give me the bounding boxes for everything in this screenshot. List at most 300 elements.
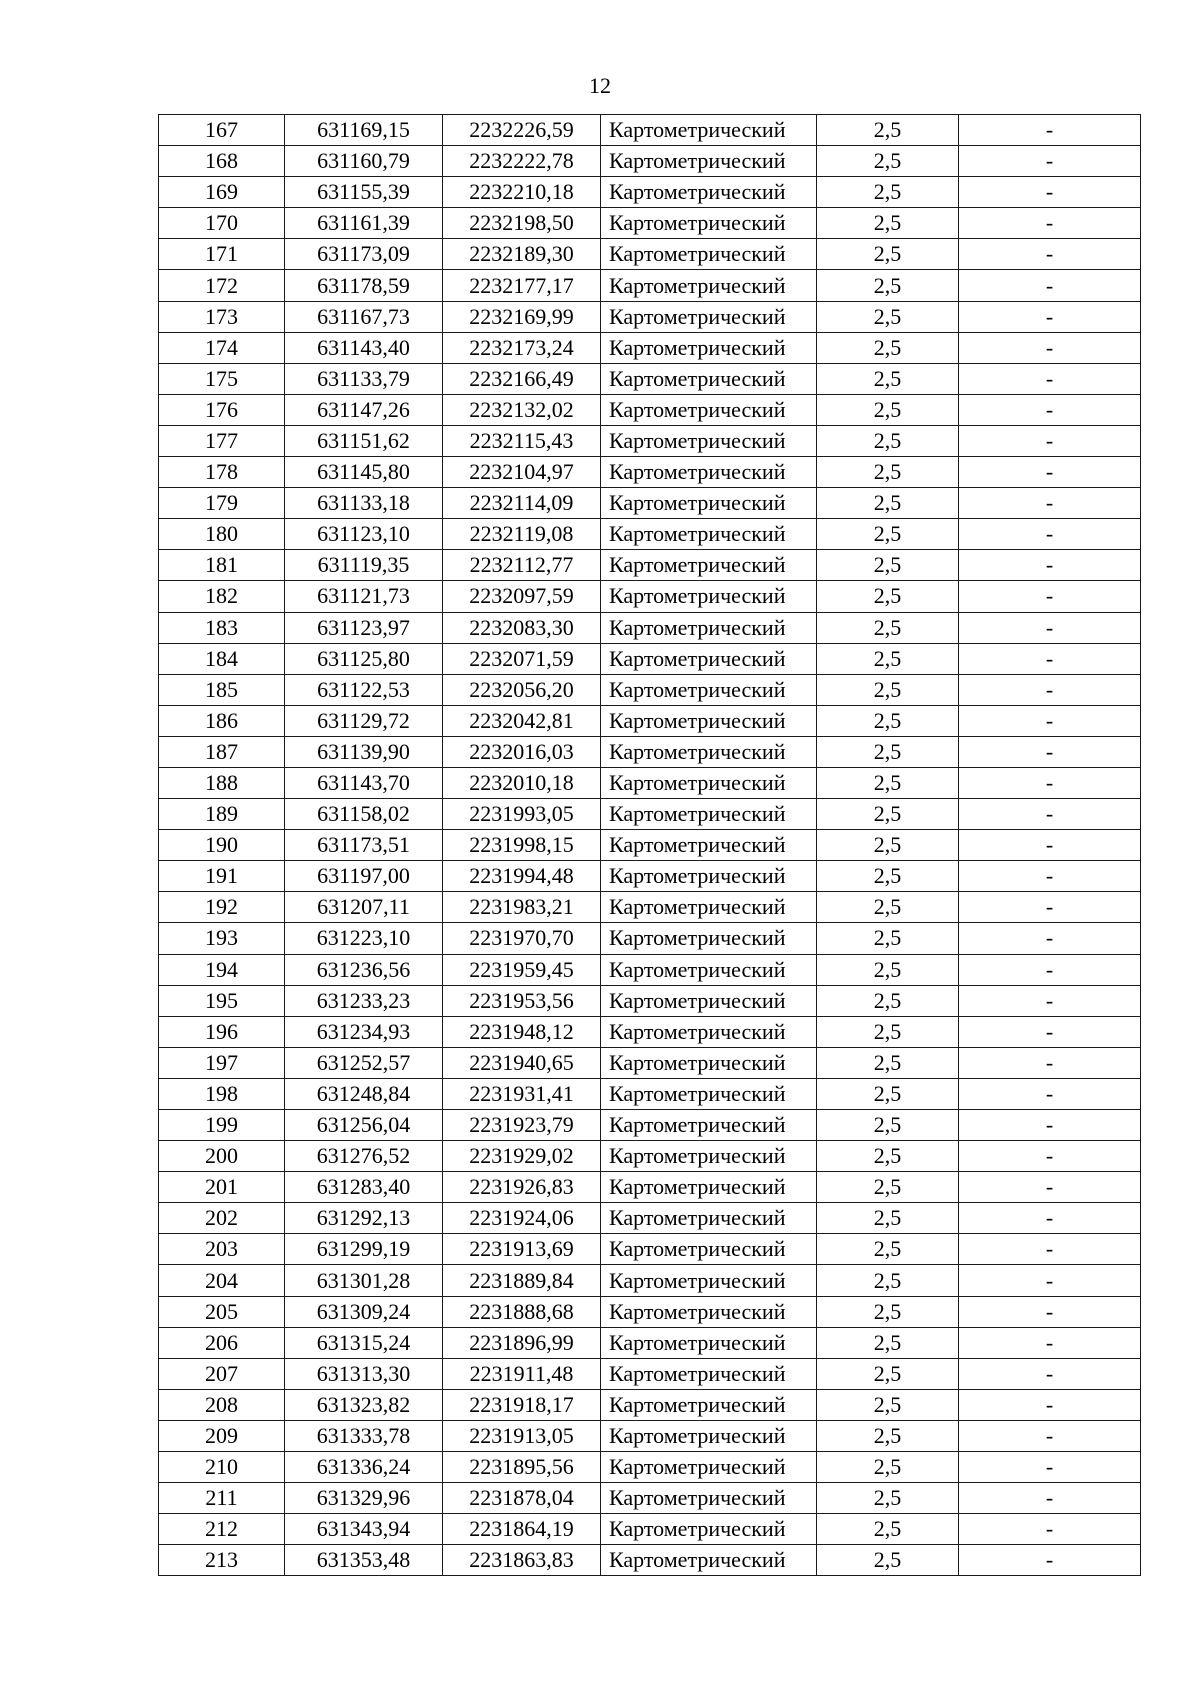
point-number-cell: 209 bbox=[159, 1420, 285, 1451]
point-number-cell: 207 bbox=[159, 1358, 285, 1389]
y-coordinate-cell: 2231896,99 bbox=[443, 1327, 601, 1358]
accuracy-cell: 2,5 bbox=[817, 1483, 959, 1514]
note-cell: - bbox=[959, 425, 1141, 456]
note-cell: - bbox=[959, 767, 1141, 798]
table-row bbox=[159, 457, 1141, 488]
note-cell: - bbox=[959, 1358, 1141, 1389]
method-cell: Картометрический bbox=[601, 1110, 817, 1141]
note-cell: - bbox=[959, 1203, 1141, 1234]
point-number-cell: 198 bbox=[159, 1078, 285, 1109]
accuracy-cell: 2,5 bbox=[817, 1172, 959, 1203]
note-cell: - bbox=[959, 394, 1141, 425]
table-row bbox=[159, 1265, 1141, 1296]
accuracy-cell: 2,5 bbox=[817, 736, 959, 767]
note-cell: - bbox=[959, 488, 1141, 519]
note-cell: - bbox=[959, 519, 1141, 550]
x-coordinate-cell: 631256,04 bbox=[285, 1110, 443, 1141]
method-cell: Картометрический bbox=[601, 830, 817, 861]
table-row bbox=[159, 115, 1141, 146]
note-cell: - bbox=[959, 1016, 1141, 1047]
accuracy-cell: 2,5 bbox=[817, 1047, 959, 1078]
y-coordinate-cell: 2231959,45 bbox=[443, 954, 601, 985]
method-cell: Картометрический bbox=[601, 425, 817, 456]
accuracy-cell: 2,5 bbox=[817, 177, 959, 208]
y-coordinate-cell: 2231911,48 bbox=[443, 1358, 601, 1389]
point-number-cell: 179 bbox=[159, 488, 285, 519]
point-number-cell: 186 bbox=[159, 705, 285, 736]
y-coordinate-cell: 2231994,48 bbox=[443, 861, 601, 892]
method-cell: Картометрический bbox=[601, 1452, 817, 1483]
method-cell: Картометрический bbox=[601, 1047, 817, 1078]
table-row bbox=[159, 208, 1141, 239]
accuracy-cell: 2,5 bbox=[817, 1420, 959, 1451]
method-cell: Картометрический bbox=[601, 208, 817, 239]
y-coordinate-cell: 2232119,08 bbox=[443, 519, 601, 550]
y-coordinate-cell: 2232114,09 bbox=[443, 488, 601, 519]
accuracy-cell: 2,5 bbox=[817, 861, 959, 892]
table-row bbox=[159, 954, 1141, 985]
accuracy-cell: 2,5 bbox=[817, 1545, 959, 1576]
note-cell: - bbox=[959, 923, 1141, 954]
accuracy-cell: 2,5 bbox=[817, 767, 959, 798]
y-coordinate-cell: 2231923,79 bbox=[443, 1110, 601, 1141]
point-number-cell: 170 bbox=[159, 208, 285, 239]
note-cell: - bbox=[959, 705, 1141, 736]
y-coordinate-cell: 2231924,06 bbox=[443, 1203, 601, 1234]
x-coordinate-cell: 631236,56 bbox=[285, 954, 443, 985]
x-coordinate-cell: 631252,57 bbox=[285, 1047, 443, 1078]
y-coordinate-cell: 2231878,04 bbox=[443, 1483, 601, 1514]
method-cell: Картометрический bbox=[601, 457, 817, 488]
accuracy-cell: 2,5 bbox=[817, 115, 959, 146]
accuracy-cell: 2,5 bbox=[817, 239, 959, 270]
table-row bbox=[159, 830, 1141, 861]
x-coordinate-cell: 631178,59 bbox=[285, 270, 443, 301]
note-cell: - bbox=[959, 674, 1141, 705]
y-coordinate-cell: 2232226,59 bbox=[443, 115, 601, 146]
x-coordinate-cell: 631122,53 bbox=[285, 674, 443, 705]
x-coordinate-cell: 631129,72 bbox=[285, 705, 443, 736]
x-coordinate-cell: 631315,24 bbox=[285, 1327, 443, 1358]
note-cell: - bbox=[959, 363, 1141, 394]
y-coordinate-cell: 2232189,30 bbox=[443, 239, 601, 270]
note-cell: - bbox=[959, 830, 1141, 861]
table-row bbox=[159, 1172, 1141, 1203]
method-cell: Картометрический bbox=[601, 674, 817, 705]
table-row bbox=[159, 488, 1141, 519]
y-coordinate-cell: 2232132,02 bbox=[443, 394, 601, 425]
accuracy-cell: 2,5 bbox=[817, 488, 959, 519]
point-number-cell: 180 bbox=[159, 519, 285, 550]
accuracy-cell: 2,5 bbox=[817, 830, 959, 861]
table-row bbox=[159, 177, 1141, 208]
note-cell: - bbox=[959, 332, 1141, 363]
note-cell: - bbox=[959, 1296, 1141, 1327]
point-number-cell: 169 bbox=[159, 177, 285, 208]
point-number-cell: 213 bbox=[159, 1545, 285, 1576]
note-cell: - bbox=[959, 736, 1141, 767]
y-coordinate-cell: 2232097,59 bbox=[443, 581, 601, 612]
x-coordinate-cell: 631160,79 bbox=[285, 146, 443, 177]
note-cell: - bbox=[959, 861, 1141, 892]
y-coordinate-cell: 2232198,50 bbox=[443, 208, 601, 239]
x-coordinate-cell: 631353,48 bbox=[285, 1545, 443, 1576]
x-coordinate-cell: 631276,52 bbox=[285, 1141, 443, 1172]
x-coordinate-cell: 631173,09 bbox=[285, 239, 443, 270]
method-cell: Картометрический bbox=[601, 923, 817, 954]
note-cell: - bbox=[959, 1234, 1141, 1265]
y-coordinate-cell: 2231993,05 bbox=[443, 799, 601, 830]
table-row bbox=[159, 1296, 1141, 1327]
accuracy-cell: 2,5 bbox=[817, 301, 959, 332]
method-cell: Картометрический bbox=[601, 519, 817, 550]
table-row bbox=[159, 1016, 1141, 1047]
accuracy-cell: 2,5 bbox=[817, 1296, 959, 1327]
x-coordinate-cell: 631299,19 bbox=[285, 1234, 443, 1265]
point-number-cell: 190 bbox=[159, 830, 285, 861]
y-coordinate-cell: 2232169,99 bbox=[443, 301, 601, 332]
note-cell: - bbox=[959, 581, 1141, 612]
point-number-cell: 188 bbox=[159, 767, 285, 798]
point-number-cell: 196 bbox=[159, 1016, 285, 1047]
x-coordinate-cell: 631283,40 bbox=[285, 1172, 443, 1203]
accuracy-cell: 2,5 bbox=[817, 270, 959, 301]
x-coordinate-cell: 631234,93 bbox=[285, 1016, 443, 1047]
point-number-cell: 172 bbox=[159, 270, 285, 301]
method-cell: Картометрический bbox=[601, 1514, 817, 1545]
y-coordinate-cell: 2232210,18 bbox=[443, 177, 601, 208]
point-number-cell: 193 bbox=[159, 923, 285, 954]
table-row bbox=[159, 146, 1141, 177]
table-row bbox=[159, 1452, 1141, 1483]
table-row bbox=[159, 363, 1141, 394]
table-row bbox=[159, 1327, 1141, 1358]
method-cell: Картометрический bbox=[601, 332, 817, 363]
point-number-cell: 197 bbox=[159, 1047, 285, 1078]
accuracy-cell: 2,5 bbox=[817, 1452, 959, 1483]
x-coordinate-cell: 631329,96 bbox=[285, 1483, 443, 1514]
y-coordinate-cell: 2231918,17 bbox=[443, 1389, 601, 1420]
note-cell: - bbox=[959, 643, 1141, 674]
x-coordinate-cell: 631336,24 bbox=[285, 1452, 443, 1483]
note-cell: - bbox=[959, 612, 1141, 643]
y-coordinate-cell: 2231863,83 bbox=[443, 1545, 601, 1576]
accuracy-cell: 2,5 bbox=[817, 643, 959, 674]
note-cell: - bbox=[959, 1389, 1141, 1420]
page-number: 12 bbox=[589, 73, 611, 98]
note-cell: - bbox=[959, 1172, 1141, 1203]
note-cell: - bbox=[959, 146, 1141, 177]
y-coordinate-cell: 2231998,15 bbox=[443, 830, 601, 861]
point-number-cell: 191 bbox=[159, 861, 285, 892]
accuracy-cell: 2,5 bbox=[817, 923, 959, 954]
point-number-cell: 210 bbox=[159, 1452, 285, 1483]
accuracy-cell: 2,5 bbox=[817, 612, 959, 643]
accuracy-cell: 2,5 bbox=[817, 519, 959, 550]
point-number-cell: 183 bbox=[159, 612, 285, 643]
point-number-cell: 173 bbox=[159, 301, 285, 332]
y-coordinate-cell: 2231948,12 bbox=[443, 1016, 601, 1047]
x-coordinate-cell: 631119,35 bbox=[285, 550, 443, 581]
point-number-cell: 181 bbox=[159, 550, 285, 581]
x-coordinate-cell: 631123,10 bbox=[285, 519, 443, 550]
y-coordinate-cell: 2232115,43 bbox=[443, 425, 601, 456]
note-cell: - bbox=[959, 954, 1141, 985]
y-coordinate-cell: 2231895,56 bbox=[443, 1452, 601, 1483]
x-coordinate-cell: 631143,70 bbox=[285, 767, 443, 798]
table-row bbox=[159, 1141, 1141, 1172]
y-coordinate-cell: 2232104,97 bbox=[443, 457, 601, 488]
method-cell: Картометрический bbox=[601, 985, 817, 1016]
note-cell: - bbox=[959, 177, 1141, 208]
method-cell: Картометрический bbox=[601, 1358, 817, 1389]
y-coordinate-cell: 2232177,17 bbox=[443, 270, 601, 301]
note-cell: - bbox=[959, 1327, 1141, 1358]
x-coordinate-cell: 631333,78 bbox=[285, 1420, 443, 1451]
note-cell: - bbox=[959, 239, 1141, 270]
method-cell: Картометрический bbox=[601, 581, 817, 612]
y-coordinate-cell: 2231953,56 bbox=[443, 985, 601, 1016]
y-coordinate-cell: 2231983,21 bbox=[443, 892, 601, 923]
method-cell: Картометрический bbox=[601, 767, 817, 798]
x-coordinate-cell: 631309,24 bbox=[285, 1296, 443, 1327]
method-cell: Картометрический bbox=[601, 301, 817, 332]
x-coordinate-cell: 631143,40 bbox=[285, 332, 443, 363]
note-cell: - bbox=[959, 1420, 1141, 1451]
note-cell: - bbox=[959, 985, 1141, 1016]
method-cell: Картометрический bbox=[601, 705, 817, 736]
accuracy-cell: 2,5 bbox=[817, 1203, 959, 1234]
accuracy-cell: 2,5 bbox=[817, 954, 959, 985]
coordinates-table-body bbox=[159, 115, 1141, 1576]
y-coordinate-cell: 2232071,59 bbox=[443, 643, 601, 674]
method-cell: Картометрический bbox=[601, 1389, 817, 1420]
accuracy-cell: 2,5 bbox=[817, 1358, 959, 1389]
x-coordinate-cell: 631155,39 bbox=[285, 177, 443, 208]
note-cell: - bbox=[959, 1545, 1141, 1576]
point-number-cell: 185 bbox=[159, 674, 285, 705]
accuracy-cell: 2,5 bbox=[817, 394, 959, 425]
point-number-cell: 212 bbox=[159, 1514, 285, 1545]
table-row bbox=[159, 1078, 1141, 1109]
y-coordinate-cell: 2231888,68 bbox=[443, 1296, 601, 1327]
method-cell: Картометрический bbox=[601, 861, 817, 892]
table-row bbox=[159, 239, 1141, 270]
point-number-cell: 200 bbox=[159, 1141, 285, 1172]
point-number-cell: 176 bbox=[159, 394, 285, 425]
note-cell: - bbox=[959, 1265, 1141, 1296]
y-coordinate-cell: 2232166,49 bbox=[443, 363, 601, 394]
accuracy-cell: 2,5 bbox=[817, 363, 959, 394]
x-coordinate-cell: 631139,90 bbox=[285, 736, 443, 767]
x-coordinate-cell: 631167,73 bbox=[285, 301, 443, 332]
point-number-cell: 202 bbox=[159, 1203, 285, 1234]
note-cell: - bbox=[959, 208, 1141, 239]
accuracy-cell: 2,5 bbox=[817, 705, 959, 736]
accuracy-cell: 2,5 bbox=[817, 1016, 959, 1047]
method-cell: Картометрический bbox=[601, 363, 817, 394]
table-row bbox=[159, 1203, 1141, 1234]
note-cell: - bbox=[959, 1483, 1141, 1514]
x-coordinate-cell: 631151,62 bbox=[285, 425, 443, 456]
table-row bbox=[159, 1047, 1141, 1078]
table-row bbox=[159, 612, 1141, 643]
note-cell: - bbox=[959, 1141, 1141, 1172]
table-row bbox=[159, 674, 1141, 705]
note-cell: - bbox=[959, 1110, 1141, 1141]
table-row bbox=[159, 923, 1141, 954]
y-coordinate-cell: 2231970,70 bbox=[443, 923, 601, 954]
method-cell: Картометрический bbox=[601, 612, 817, 643]
point-number-cell: 194 bbox=[159, 954, 285, 985]
y-coordinate-cell: 2231931,41 bbox=[443, 1078, 601, 1109]
accuracy-cell: 2,5 bbox=[817, 550, 959, 581]
point-number-cell: 199 bbox=[159, 1110, 285, 1141]
x-coordinate-cell: 631323,82 bbox=[285, 1389, 443, 1420]
point-number-cell: 205 bbox=[159, 1296, 285, 1327]
accuracy-cell: 2,5 bbox=[817, 332, 959, 363]
x-coordinate-cell: 631145,80 bbox=[285, 457, 443, 488]
table-row bbox=[159, 1420, 1141, 1451]
accuracy-cell: 2,5 bbox=[817, 1078, 959, 1109]
y-coordinate-cell: 2231913,69 bbox=[443, 1234, 601, 1265]
x-coordinate-cell: 631133,18 bbox=[285, 488, 443, 519]
y-coordinate-cell: 2231929,02 bbox=[443, 1141, 601, 1172]
note-cell: - bbox=[959, 1078, 1141, 1109]
note-cell: - bbox=[959, 115, 1141, 146]
method-cell: Картометрический bbox=[601, 1078, 817, 1109]
method-cell: Картометрический bbox=[601, 1172, 817, 1203]
table-row bbox=[159, 799, 1141, 830]
x-coordinate-cell: 631248,84 bbox=[285, 1078, 443, 1109]
method-cell: Картометрический bbox=[601, 1327, 817, 1358]
method-cell: Картометрический bbox=[601, 488, 817, 519]
table-row bbox=[159, 985, 1141, 1016]
table-row bbox=[159, 1514, 1141, 1545]
method-cell: Картометрический bbox=[601, 736, 817, 767]
y-coordinate-cell: 2232016,03 bbox=[443, 736, 601, 767]
accuracy-cell: 2,5 bbox=[817, 1327, 959, 1358]
method-cell: Картометрический bbox=[601, 270, 817, 301]
point-number-cell: 208 bbox=[159, 1389, 285, 1420]
method-cell: Картометрический bbox=[601, 1265, 817, 1296]
y-coordinate-cell: 2231913,05 bbox=[443, 1420, 601, 1451]
y-coordinate-cell: 2232010,18 bbox=[443, 767, 601, 798]
method-cell: Картометрический bbox=[601, 1296, 817, 1327]
y-coordinate-cell: 2231940,65 bbox=[443, 1047, 601, 1078]
x-coordinate-cell: 631173,51 bbox=[285, 830, 443, 861]
method-cell: Картометрический bbox=[601, 1141, 817, 1172]
x-coordinate-cell: 631133,79 bbox=[285, 363, 443, 394]
accuracy-cell: 2,5 bbox=[817, 1514, 959, 1545]
point-number-cell: 195 bbox=[159, 985, 285, 1016]
x-coordinate-cell: 631125,80 bbox=[285, 643, 443, 674]
y-coordinate-cell: 2232222,78 bbox=[443, 146, 601, 177]
point-number-cell: 211 bbox=[159, 1483, 285, 1514]
point-number-cell: 192 bbox=[159, 892, 285, 923]
point-number-cell: 203 bbox=[159, 1234, 285, 1265]
note-cell: - bbox=[959, 270, 1141, 301]
method-cell: Картометрический bbox=[601, 892, 817, 923]
table-row bbox=[159, 1110, 1141, 1141]
table-row bbox=[159, 1545, 1141, 1576]
accuracy-cell: 2,5 bbox=[817, 1110, 959, 1141]
point-number-cell: 174 bbox=[159, 332, 285, 363]
table-row bbox=[159, 1483, 1141, 1514]
table-row bbox=[159, 550, 1141, 581]
method-cell: Картометрический bbox=[601, 177, 817, 208]
accuracy-cell: 2,5 bbox=[817, 425, 959, 456]
point-number-cell: 184 bbox=[159, 643, 285, 674]
table-row bbox=[159, 581, 1141, 612]
y-coordinate-cell: 2232042,81 bbox=[443, 705, 601, 736]
method-cell: Картометрический bbox=[601, 1234, 817, 1265]
x-coordinate-cell: 631223,10 bbox=[285, 923, 443, 954]
method-cell: Картометрический bbox=[601, 239, 817, 270]
point-number-cell: 168 bbox=[159, 146, 285, 177]
accuracy-cell: 2,5 bbox=[817, 1389, 959, 1420]
y-coordinate-cell: 2231864,19 bbox=[443, 1514, 601, 1545]
x-coordinate-cell: 631121,73 bbox=[285, 581, 443, 612]
table-row bbox=[159, 425, 1141, 456]
x-coordinate-cell: 631158,02 bbox=[285, 799, 443, 830]
note-cell: - bbox=[959, 1047, 1141, 1078]
table-row bbox=[159, 301, 1141, 332]
method-cell: Картометрический bbox=[601, 799, 817, 830]
point-number-cell: 178 bbox=[159, 457, 285, 488]
table-row bbox=[159, 332, 1141, 363]
x-coordinate-cell: 631313,30 bbox=[285, 1358, 443, 1389]
method-cell: Картометрический bbox=[601, 1483, 817, 1514]
x-coordinate-cell: 631207,11 bbox=[285, 892, 443, 923]
table-row bbox=[159, 519, 1141, 550]
point-number-cell: 177 bbox=[159, 425, 285, 456]
method-cell: Картометрический bbox=[601, 394, 817, 425]
point-number-cell: 204 bbox=[159, 1265, 285, 1296]
table-row bbox=[159, 1358, 1141, 1389]
y-coordinate-cell: 2232083,30 bbox=[443, 612, 601, 643]
accuracy-cell: 2,5 bbox=[817, 581, 959, 612]
accuracy-cell: 2,5 bbox=[817, 457, 959, 488]
method-cell: Картометрический bbox=[601, 954, 817, 985]
point-number-cell: 206 bbox=[159, 1327, 285, 1358]
note-cell: - bbox=[959, 892, 1141, 923]
accuracy-cell: 2,5 bbox=[817, 208, 959, 239]
x-coordinate-cell: 631147,26 bbox=[285, 394, 443, 425]
point-number-cell: 189 bbox=[159, 799, 285, 830]
table-row bbox=[159, 736, 1141, 767]
note-cell: - bbox=[959, 457, 1141, 488]
method-cell: Картометрический bbox=[601, 550, 817, 581]
point-number-cell: 167 bbox=[159, 115, 285, 146]
method-cell: Картометрический bbox=[601, 1203, 817, 1234]
table-row bbox=[159, 1389, 1141, 1420]
point-number-cell: 175 bbox=[159, 363, 285, 394]
point-number-cell: 171 bbox=[159, 239, 285, 270]
table-row bbox=[159, 705, 1141, 736]
note-cell: - bbox=[959, 799, 1141, 830]
accuracy-cell: 2,5 bbox=[817, 1141, 959, 1172]
accuracy-cell: 2,5 bbox=[817, 892, 959, 923]
x-coordinate-cell: 631161,39 bbox=[285, 208, 443, 239]
accuracy-cell: 2,5 bbox=[817, 985, 959, 1016]
y-coordinate-cell: 2231889,84 bbox=[443, 1265, 601, 1296]
x-coordinate-cell: 631233,23 bbox=[285, 985, 443, 1016]
point-number-cell: 201 bbox=[159, 1172, 285, 1203]
accuracy-cell: 2,5 bbox=[817, 146, 959, 177]
x-coordinate-cell: 631292,13 bbox=[285, 1203, 443, 1234]
method-cell: Картометрический bbox=[601, 1420, 817, 1451]
